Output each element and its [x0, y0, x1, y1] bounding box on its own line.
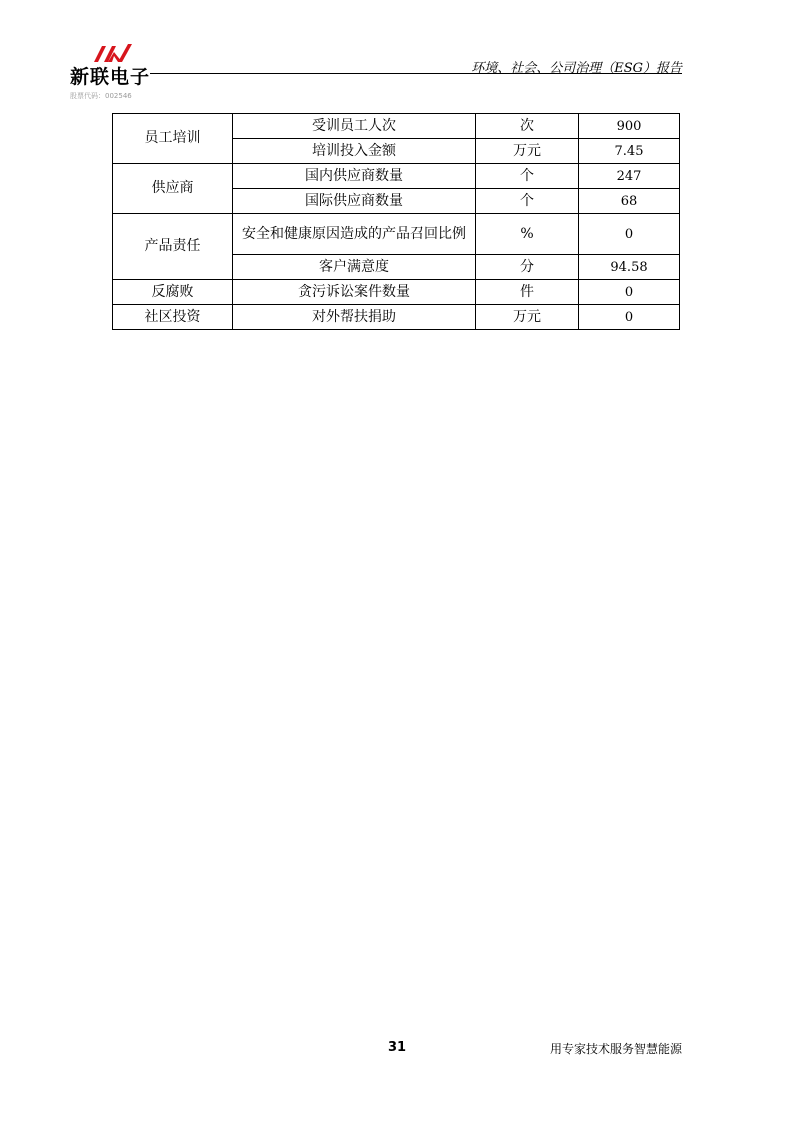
indicator-cell: 安全和健康原因造成的产品召回比例 [233, 214, 476, 255]
table-row [113, 280, 680, 305]
table-row [113, 114, 680, 139]
esg-indicator-table [112, 113, 680, 330]
value-cell: 0 [579, 214, 680, 255]
value-cell: 7.45 [579, 139, 680, 164]
table-row [113, 214, 680, 255]
category-cell: 员工培训 [113, 114, 233, 164]
report-title: 环境、社会、公司治理（ESG）报告 [471, 61, 682, 76]
table-row [113, 305, 680, 330]
page-number: 31 [387, 1040, 407, 1055]
unit-cell: 万元 [476, 139, 579, 164]
unit-cell: 件 [476, 280, 579, 305]
unit-cell: 个 [476, 164, 579, 189]
indicator-cell: 国际供应商数量 [233, 189, 476, 214]
indicator-cell: 受训员工人次 [233, 114, 476, 139]
category-cell: 反腐败 [113, 280, 233, 305]
footer-slogan: 用专家技术服务智慧能源 [549, 1042, 682, 1056]
indicator-cell: 国内供应商数量 [233, 164, 476, 189]
value-cell: 94.58 [579, 255, 680, 280]
indicator-cell: 对外帮扶捐助 [233, 305, 476, 330]
company-name: 新联电子 [70, 66, 151, 88]
category-cell: 供应商 [113, 164, 233, 214]
unit-cell: 次 [476, 114, 579, 139]
category-cell: 产品责任 [113, 214, 233, 280]
value-cell: 0 [579, 280, 680, 305]
unit-cell: % [476, 214, 579, 255]
logo-mark-icon [92, 42, 136, 64]
category-cell: 社区投资 [113, 305, 233, 330]
indicator-cell: 贪污诉讼案件数量 [233, 280, 476, 305]
value-cell: 0 [579, 305, 680, 330]
unit-cell: 个 [476, 189, 579, 214]
unit-cell: 分 [476, 255, 579, 280]
stock-code: 股票代码：002546 [70, 92, 132, 100]
indicator-cell: 培训投入金额 [233, 139, 476, 164]
company-logo [70, 42, 160, 102]
value-cell: 68 [579, 189, 680, 214]
indicator-cell: 客户满意度 [233, 255, 476, 280]
value-cell: 900 [579, 114, 680, 139]
unit-cell: 万元 [476, 305, 579, 330]
table-row [113, 164, 680, 189]
value-cell: 247 [579, 164, 680, 189]
